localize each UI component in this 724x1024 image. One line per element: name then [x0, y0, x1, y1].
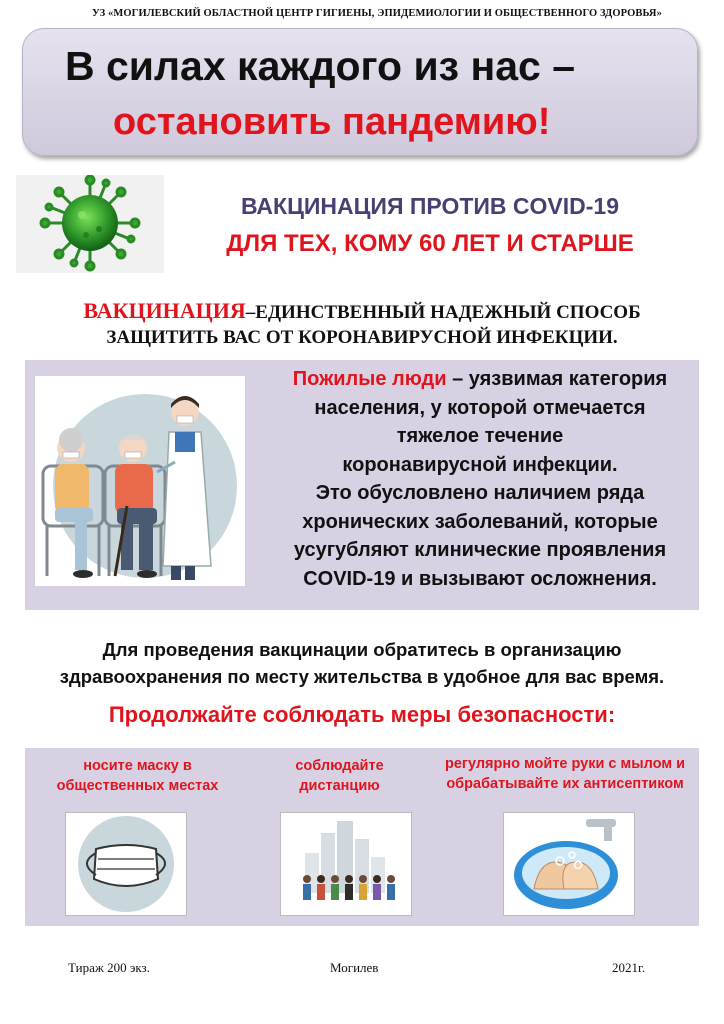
tip-distance-line-2: дистанцию — [299, 778, 380, 794]
slogan-banner — [22, 28, 698, 156]
handwash-image — [503, 812, 635, 916]
vaccination-title: ВАКЦИНАЦИЯ ПРОТИВ COVID-19 — [240, 193, 620, 219]
tip-mask — [35, 756, 240, 796]
handwash-icon — [504, 813, 634, 915]
elderly-line-5: хронических заболеваний, которые — [302, 510, 658, 533]
elderly-line-3: коронавирусной инфекции. — [342, 453, 618, 476]
safety-measures-heading: Продолжайте соблюдать меры безопасности: — [108, 702, 616, 727]
elderly-line-1: населения, у которой отмечается — [314, 396, 646, 419]
lead-line-1: –ЕДИНСТВЕННЫЙ НАДЕЖНЫЙ СПОСОБ — [245, 302, 641, 323]
elderly-highlight: Пожилые люди — [292, 368, 447, 390]
organization-name: УЗ «МОГИЛЕВСКИЙ ОБЛАСТНОЙ ЦЕНТР ГИГИЕНЫ, ЭПИДЕМИОЛОГИИ И ОБЩЕСТВЕННОГО ЗДОРОВЬЯ» — [92, 8, 662, 19]
print-run: Тираж 200 экз. — [68, 960, 150, 975]
elderly-line-7: COVID-19 и вызывают осложнения. — [303, 567, 657, 590]
elderly-vaccination-illustration — [35, 376, 245, 586]
elderly-line-4: Это обусловлено наличием ряда — [315, 482, 645, 504]
elderly-line-0: – уязвимая категория — [446, 368, 668, 390]
mask-image — [65, 812, 187, 916]
elderly-line-6: усугубляют клинические проявления — [293, 539, 667, 561]
mask-icon — [66, 813, 186, 915]
distance-icon — [281, 813, 411, 915]
elderly-description — [260, 365, 700, 593]
tip-handwash — [435, 754, 695, 794]
tip-distance-line-1: соблюдайте — [295, 758, 384, 774]
lead-statement — [0, 298, 724, 350]
virus-image — [16, 175, 164, 273]
vaccination-subtitle: ДЛЯ ТЕХ, КОМУ 60 ЛЕТ И СТАРШЕ — [226, 230, 634, 257]
slogan-line-1: В силах каждого из нас – — [65, 43, 576, 89]
safety-tips-panel — [25, 748, 699, 926]
slogan-line-2: остановить пандемию! — [113, 101, 551, 143]
footer-city: Могилев — [330, 960, 379, 975]
coronavirus-icon — [16, 175, 164, 273]
vaccination-scene-icon — [35, 376, 245, 586]
lead-highlight: ВАКЦИНАЦИЯ — [83, 298, 246, 323]
contact-line-1: Для проведения вакцинации обратитесь в организацию — [102, 639, 622, 660]
lead-line-2: ЗАЩИТИТЬ ВАС ОТ КОРОНАВИРУСНОЙ ИНФЕКЦИИ. — [106, 327, 618, 348]
distance-image — [280, 812, 412, 916]
tip-handwash-line-1: регулярно мойте руки с мылом и — [445, 756, 685, 772]
footer-year: 2021г. — [612, 960, 646, 975]
contact-line-2: здравоохранения по месту жительства в удобное для вас время. — [59, 666, 665, 687]
contact-instructions — [0, 636, 724, 690]
tip-mask-line-1: носите маску в — [83, 758, 192, 774]
tip-handwash-line-2: обрабатывайте их антисептиком — [446, 776, 684, 792]
elderly-line-2: тяжелое течение — [396, 425, 564, 447]
tip-mask-line-2: общественных местах — [56, 778, 219, 794]
tip-distance — [257, 756, 422, 796]
